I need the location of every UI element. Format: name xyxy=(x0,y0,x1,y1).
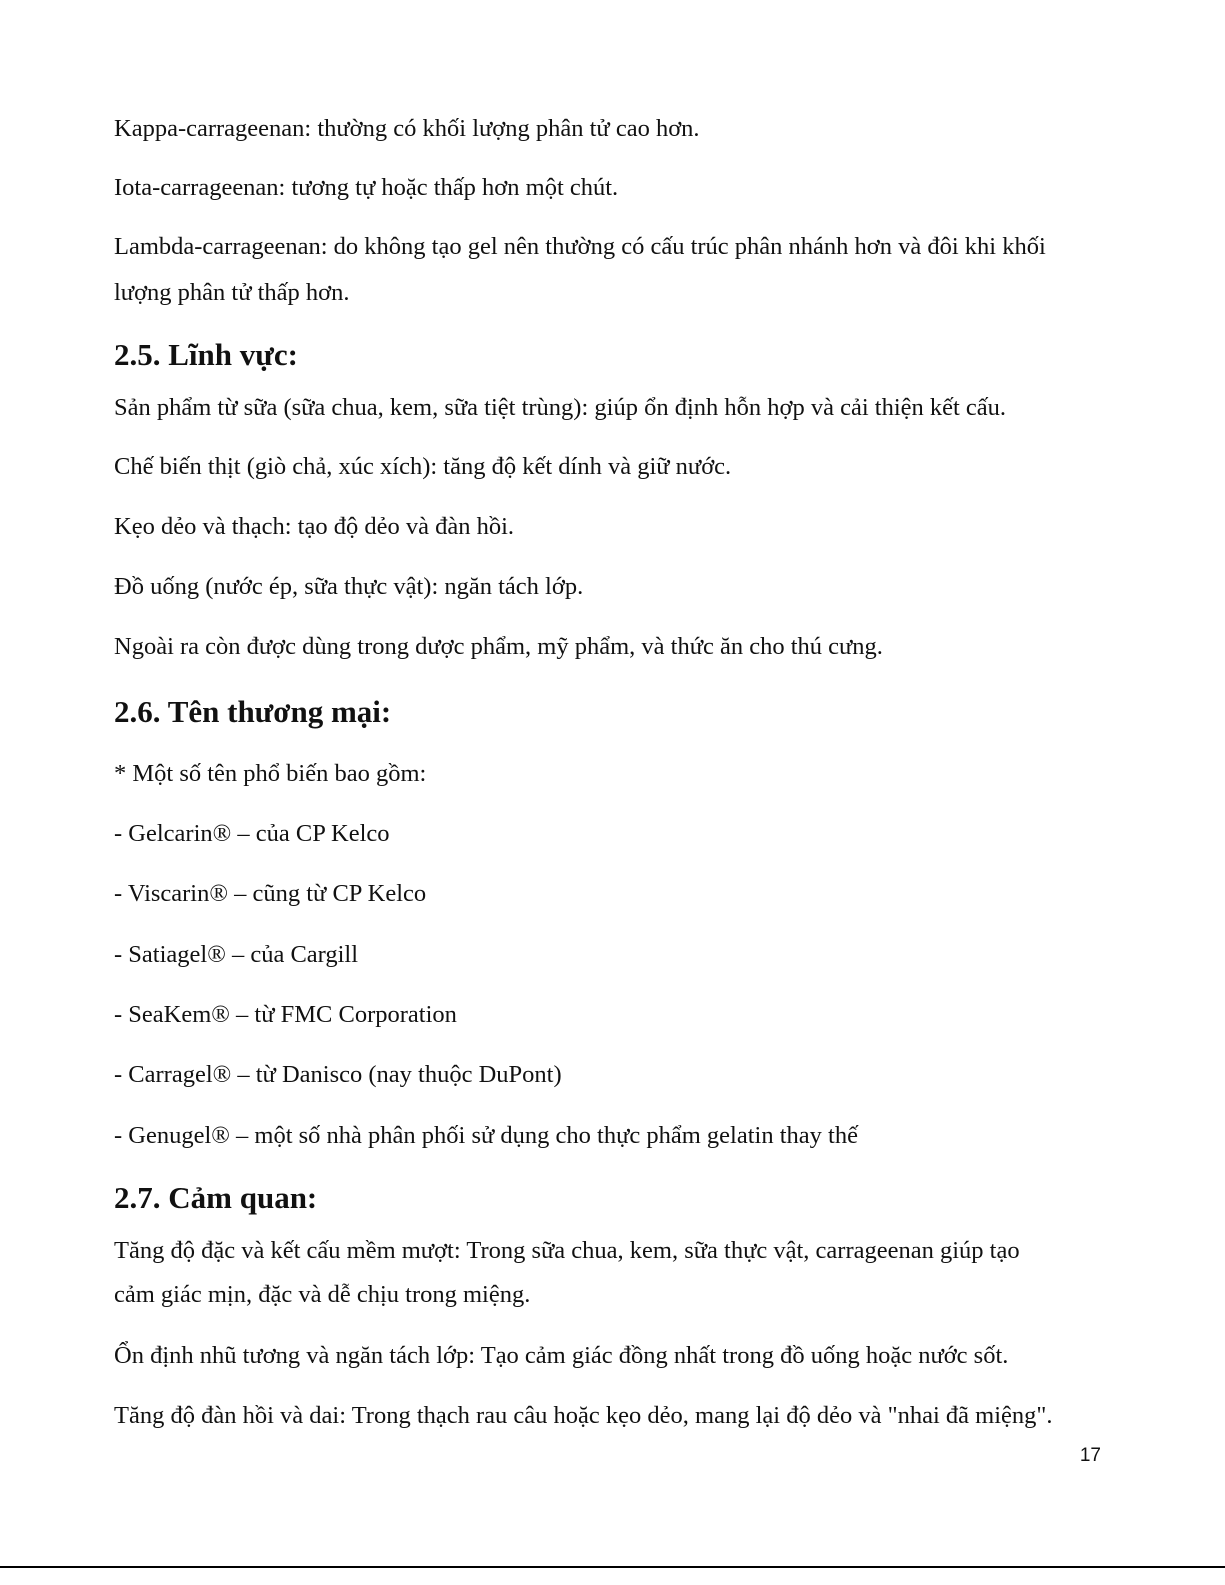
brand-item: - Satiagel® – của Cargill xyxy=(114,941,359,968)
paragraph-lambda-line-1: Lambda-carrageenan: do không tạo gel nên thường có cấu trúc phân nhánh hơn và đôi khi khối xyxy=(114,233,1046,260)
sensory-paragraph-2: Ổn định nhũ tương và ngăn tách lớp: Tạo cảm giác đồng nhất trong đồ uống hoặc nước sốt. xyxy=(114,1342,1009,1369)
brand-item: - Carragel® – từ Danisco (nay thuộc DuPont) xyxy=(114,1061,562,1088)
paragraph-lambda-line-2: lượng phân tử thấp hơn. xyxy=(114,279,350,306)
page-number: 17 xyxy=(1079,1445,1101,1466)
sensory-paragraph-1-line-1: Tăng độ đặc và kết cấu mềm mượt: Trong sữa chua, kem, sữa thực vật, carrageenan giúp tạo xyxy=(114,1237,1020,1264)
field-item: Kẹo dẻo và thạch: tạo độ dẻo và đàn hồi. xyxy=(114,513,515,540)
field-item: Đồ uống (nước ép, sữa thực vật): ngăn tách lớp. xyxy=(114,573,584,600)
page-bottom-divider xyxy=(0,1566,1225,1568)
sensory-paragraph-1-line-2: cảm giác mịn, đặc và dễ chịu trong miệng. xyxy=(114,1281,531,1308)
brand-item: - SeaKem® – từ FMC Corporation xyxy=(114,1001,457,1028)
field-item: Ngoài ra còn được dùng trong dược phẩm, mỹ phẩm, và thức ăn cho thú cưng. xyxy=(114,633,883,660)
brand-item: - Genugel® – một số nhà phân phối sử dụng cho thực phẩm gelatin thay thế xyxy=(114,1122,858,1149)
brand-item: - Viscarin® – cũng từ CP Kelco xyxy=(114,880,427,907)
paragraph-kappa: Kappa-carrageenan: thường có khối lượng phân tử cao hơn. xyxy=(114,115,700,142)
sensory-paragraph-3: Tăng độ đàn hồi và dai: Trong thạch rau câu hoặc kẹo dẻo, mang lại độ dẻo và "nhai đã miệng". xyxy=(114,1402,1053,1429)
brands-intro: * Một số tên phổ biến bao gồm: xyxy=(114,760,427,787)
heading-2-7: 2.7. Cảm quan: xyxy=(114,1180,318,1215)
field-item: Sản phẩm từ sữa (sữa chua, kem, sữa tiệt trùng): giúp ổn định hỗn hợp và cải thiện kết cấu. xyxy=(114,394,1007,421)
heading-2-6: 2.6. Tên thương mại: xyxy=(114,694,392,729)
field-item: Chế biến thịt (giò chả, xúc xích): tăng độ kết dính và giữ nước. xyxy=(114,453,732,480)
brand-item: - Gelcarin® – của CP Kelco xyxy=(114,820,390,847)
heading-2-5: 2.5. Lĩnh vực: xyxy=(114,337,298,372)
paragraph-iota: Iota-carrageenan: tương tự hoặc thấp hơn một chút. xyxy=(114,174,619,201)
